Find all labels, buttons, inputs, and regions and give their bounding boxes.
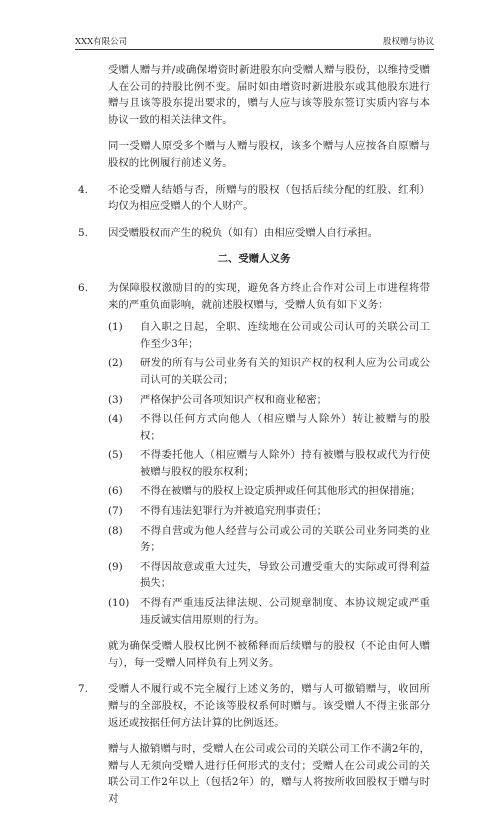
sub-item-number: (9) — [108, 560, 123, 573]
sub-item-number: (6) — [108, 485, 123, 498]
sub-item — [78, 411, 430, 444]
sub-item — [78, 355, 430, 388]
paragraph-multiple-donors: 同一受赠人原受多个赠与人赠与股权，该多个赠与人应按各自原赠与股权的比例履行前述义务。 — [108, 140, 430, 169]
paragraph-share-dilution: 受赠人赠与并/或确保增资时新进股东向受赠人赠与股份，以维持受赠人在公司的持股比例不变。届时如由增资时新进股东或其他股东进行赠与且该等股东提出要求的，赠与人应与该等股东签订实质内容与本协议一致的相关法律文件。 — [108, 64, 430, 126]
header-company: XXX有限公司 — [75, 37, 128, 47]
clause-text: 受赠人不履行或不完全履行上述义务的，赠与人可撤销赠与，收回所赠与的全部股权，不论该等股权系何时赠与。该受赠人不得主张部分返还或按据任何方法计算的比例返还。 — [108, 683, 430, 729]
sub-item — [78, 319, 430, 352]
section-title: 二、受赠人义务 — [217, 253, 291, 266]
clause-number: 4. — [78, 183, 88, 196]
sub-item-number: (1) — [108, 321, 123, 334]
sub-item-text: 自入职之日起，全职、连续地在公司或公司认可的关联公司工作至少3年； — [140, 321, 430, 350]
clause-6 — [78, 280, 430, 313]
sub-item-text: 不得在被赠与的股权上设定质押或任何其他形式的担保措施； — [140, 485, 421, 498]
sub-item-number: (10) — [108, 597, 130, 610]
sub-item-number: (4) — [108, 413, 123, 426]
sub-item — [78, 559, 430, 592]
sub-item — [78, 392, 430, 409]
clause-text: 为保障股权激励目的的实现，避免各方终止合作对公司上市进程将带来的严重负面影响，就前述股权赠与，受赠人负有如下义务： — [108, 281, 430, 311]
header-doc-title: 股权赠与协议 — [382, 37, 434, 47]
clause-text: 不论受赠人结婚与否，所赠与的股权（包括后续分配的红股、红利）均仅为相应受赠人的个人财产。 — [108, 183, 430, 213]
clause-number: 6. — [78, 281, 88, 294]
sub-item — [78, 447, 430, 480]
document-body — [78, 62, 430, 818]
sub-item — [78, 523, 430, 556]
paragraph-same-obligations: 就为确保受赠人股权比例不被稀释而后续赠与的股权（不论由何人赠与），每一受赠人同样负有上列义务。 — [108, 640, 430, 669]
sub-item-number: (7) — [108, 505, 123, 518]
sub-item — [78, 595, 430, 628]
sub-item-text: 不得因故意或重大过失，导致公司遭受重大的实际或可得利益损失； — [140, 560, 430, 590]
sub-item-text: 不得有违法犯罪行为并被追究刑事责任； — [140, 505, 328, 518]
page-header — [75, 35, 434, 50]
sub-item — [78, 503, 430, 520]
sub-item-text: 不得委托他人（相应赠与人除外）持有被赠与股权或代为行使被赠与股权的股东权利； — [140, 449, 430, 478]
sub-item — [78, 483, 430, 500]
clause-text: 因受赠股权而产生的税负（如有）由相应受赠人自行承担。 — [108, 226, 379, 239]
clause-5 — [78, 225, 430, 242]
sub-item-text: 研发的所有与公司业务有关的知识产权的权利人应为公司或公司认可的关联公司； — [140, 357, 430, 386]
sub-item-text: 不得有严重违反法律法规、公司规章制度、本协议规定或严重违反诚实信用原则的行为。 — [140, 597, 430, 626]
clause-7 — [78, 681, 430, 731]
clause-number: 7. — [78, 683, 88, 696]
sub-item-number: (3) — [108, 393, 123, 406]
paragraph-revocation-payment: 赠与人撤销赠与时，受赠人在公司或公司的关联公司工作不满2年的，赠与人无须向受赠人进行任何形式的支付；受赠人在公司或公司的关联公司工作2年以上（包括2年）的，赠与人将按所收回股权于赠与时对 — [108, 743, 430, 805]
sub-item-number: (5) — [108, 449, 123, 462]
sub-item-number: (2) — [108, 357, 123, 370]
sub-item-text: 不得以任何方式向他人（相应赠与人除外）转让被赠与的股权； — [140, 413, 430, 442]
sub-item-number: (8) — [108, 524, 123, 537]
sub-item-text: 严格保护公司各项知识产权和商业秘密； — [140, 393, 328, 406]
clause-number: 5. — [78, 226, 88, 239]
clause-4 — [78, 182, 430, 215]
sub-item-text: 不得自营或为他人经营与公司或公司的关联公司业务同类的业务； — [140, 524, 430, 554]
